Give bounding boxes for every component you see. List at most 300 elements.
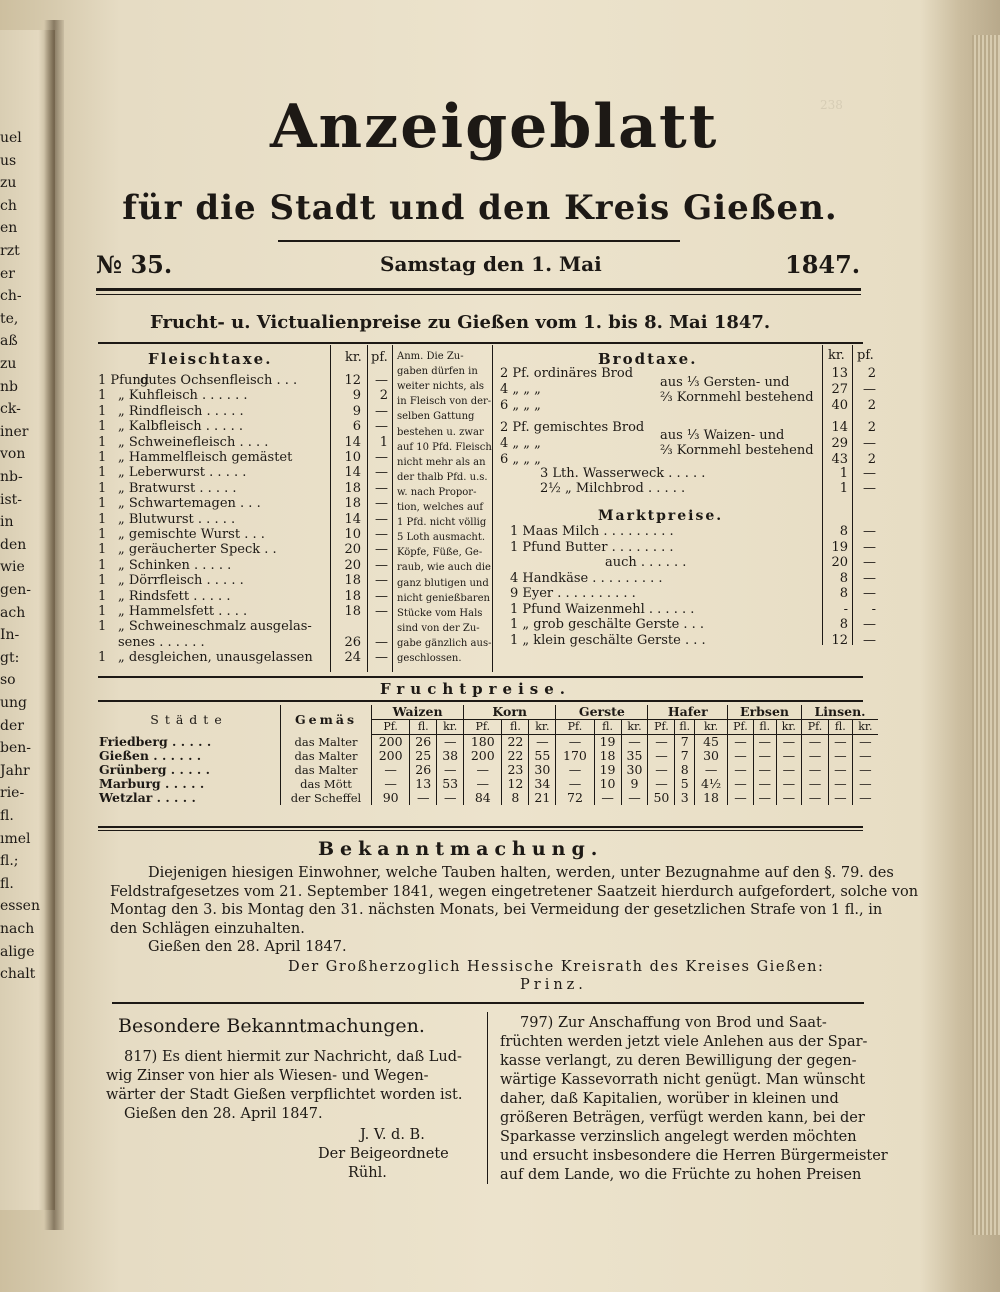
meat-kr: 14: [344, 434, 361, 450]
bread-row: 2 Pf. gemischtes Brod: [500, 420, 645, 435]
meat-kr: 18: [344, 604, 361, 619]
grain-value: —: [852, 735, 878, 750]
grain-measure: der Scheffel: [281, 791, 372, 805]
meat-col-pf: pf.: [371, 350, 388, 365]
left-fragment: den: [0, 536, 27, 553]
grain-unit: Pf.: [372, 720, 410, 735]
special-right-line: kasse verlangt, zu deren Bewilligung der gegen-: [500, 1053, 857, 1069]
bread-heading: Brodtaxe.: [598, 350, 698, 368]
meat-pf: —: [375, 480, 388, 496]
grain-value: —: [437, 791, 464, 805]
meat-qty: 1: [98, 419, 107, 435]
grain-value: 55: [529, 749, 556, 763]
notice-line: den Schlägen einzuhalten.: [110, 920, 305, 937]
grain-value: —: [437, 735, 464, 750]
left-fragment: fl.: [0, 875, 14, 892]
brace-1-line-2: ⅔ Kornmehl bestehend: [660, 390, 814, 405]
market-kr: -: [843, 601, 848, 617]
grain-value: —: [753, 749, 776, 763]
grain-row: [98, 791, 878, 805]
meat-name: „ desgleichen, unausgelassen: [118, 650, 313, 666]
bread-kr: 1: [839, 466, 848, 481]
special-left-signature: Rühl.: [348, 1165, 387, 1181]
left-fragment: ben-: [0, 740, 31, 757]
note-line: bestehen u. zwar: [397, 426, 484, 438]
left-fragment: gen-: [0, 582, 31, 598]
grain-value: 7: [675, 735, 695, 750]
header-rule: [96, 288, 861, 291]
grain-measure: das Malter: [281, 749, 372, 763]
grain-value: —: [621, 791, 648, 805]
grain-value: 26: [410, 763, 437, 777]
meat-kr: 10: [344, 527, 361, 542]
meat-name: „ Schwartemagen . . .: [118, 496, 261, 512]
grain-crop-header: Erbsen: [728, 705, 802, 720]
note-line: selben Gattung: [397, 411, 475, 423]
market-pf: —: [863, 632, 876, 648]
meat-name: „ Schinken . . . . .: [118, 557, 232, 573]
grain-value: 10: [594, 777, 621, 791]
bread-brace-1: [660, 375, 814, 405]
meat-kr: 18: [344, 588, 361, 604]
left-fragment: en: [0, 220, 18, 237]
market-pf: —: [863, 539, 876, 555]
meat-name: „ Hammelfleisch gemästet: [118, 450, 293, 465]
bread-pf: —: [863, 436, 876, 451]
meat-name: „ Hammelsfett . . . .: [118, 604, 248, 619]
note-line: tion, welches auf: [397, 502, 484, 513]
bread-divider: [492, 345, 493, 672]
grain-value: 30: [529, 763, 556, 777]
title-rule: [278, 240, 680, 242]
grain-unit: fl.: [410, 720, 437, 735]
grain-unit: fl.: [594, 720, 621, 735]
grain-row: [98, 749, 878, 763]
bread-pf: 2: [867, 366, 876, 381]
grain-measure: das Malter: [281, 735, 372, 750]
grain-measure: das Malter: [281, 763, 372, 777]
grain-bottom-rule-2: [98, 830, 863, 831]
grain-value: —: [828, 763, 852, 777]
meat-pf: —: [375, 373, 388, 388]
grain-value: 18: [594, 749, 621, 763]
left-fragment: ach: [0, 604, 26, 621]
brace-1-line-1: aus ⅓ Gersten- und: [660, 375, 790, 390]
special-left-line: wig Zinser von hier als Wiesen- und Wegen-: [106, 1068, 429, 1084]
market-row: 1 „ grob geschälte Gerste . . .: [510, 617, 705, 632]
meat-kr: 10: [344, 450, 361, 465]
grain-town: Wetzlar . . . . .: [99, 790, 196, 805]
grain-value: 25: [410, 749, 437, 763]
meat-pf: —: [375, 573, 388, 589]
grain-value: —: [464, 763, 502, 777]
grain-row: [98, 777, 878, 791]
bread-row: 2 Pf. ordinäres Brod: [500, 366, 634, 381]
market-row: 1 „ klein geschälte Gerste . . .: [510, 632, 706, 648]
notice-line: Montag den 3. bis Montag den 31. nächsten Monats, bei Vermeidung der gesetzlichen Strafe von 1 fl., in: [110, 902, 883, 918]
header-rule-thin: [96, 294, 861, 295]
meat-name: gutes Ochsenfleisch . . .: [140, 373, 298, 388]
meat-pf: —: [375, 465, 388, 481]
meat-kr: 20: [344, 557, 361, 573]
meat-pf: —: [375, 604, 388, 619]
bread-pf: 2: [867, 452, 876, 467]
grain-value: —: [753, 763, 776, 777]
bread-row: 2½ „ Milchbrod . . . . .: [540, 481, 686, 496]
market-kr: 8: [839, 617, 848, 632]
grain-value: —: [776, 791, 801, 805]
meat-pf: —: [375, 557, 388, 573]
grain-header-row: [98, 705, 878, 720]
grain-unit: kr.: [529, 720, 556, 735]
market-pf: —: [863, 570, 876, 586]
grain-value: 12: [502, 777, 529, 791]
grain-value: —: [852, 791, 878, 805]
special-left-signature: J. V. d. B.: [360, 1127, 425, 1143]
left-fragment: in: [0, 514, 14, 531]
grain-value: —: [728, 791, 754, 805]
meat-name: „ Leberwurst . . . . .: [118, 465, 247, 481]
column-divider: [487, 1012, 488, 1184]
market-row: 1 Pfund Butter . . . . . . . .: [510, 539, 674, 555]
meat-pf: —: [375, 450, 388, 465]
bread-kr: 14: [831, 420, 848, 435]
grain-col-measure: Gemäs: [281, 705, 372, 735]
notice-bottom-rule: [112, 1002, 864, 1004]
left-fragment: chalt: [0, 966, 36, 983]
meat-name: senes . . . . . .: [118, 634, 205, 650]
grain-unit: kr.: [776, 720, 801, 735]
grain-value: 22: [502, 749, 529, 763]
bread-kr: 13: [831, 366, 848, 381]
meat-qty: 1: [98, 465, 107, 481]
grain-value: —: [852, 777, 878, 791]
grain-value: —: [410, 791, 437, 805]
meat-qty: 1: [98, 434, 107, 450]
bread-kr: 40: [831, 398, 848, 413]
note-line: 1 Pfd. nicht völlig: [397, 517, 487, 529]
grain-value: 90: [372, 791, 410, 805]
grain-town: Friedberg . . . . .: [99, 733, 212, 749]
meat-pf: —: [375, 496, 388, 512]
special-right-line: 797) Zur Anschaffung von Brod und Saat-: [520, 1015, 827, 1031]
grain-value: —: [852, 749, 878, 763]
grain-value: 30: [621, 763, 648, 777]
grain-unit: Pf.: [556, 720, 594, 735]
note-line: Anm. Die Zu-: [397, 351, 464, 362]
left-fragment: uel: [0, 130, 22, 146]
bread-row: 4 „ „ „: [500, 382, 541, 397]
left-fragment: nb: [0, 378, 18, 395]
left-fragment: ch: [0, 197, 17, 214]
notice-line: Feldstrafgesetzes vom 21. September 1841, wegen eingetretener Saatzeit hierdurch aufgefordert, solche von: [110, 883, 919, 900]
grain-value: —: [464, 777, 502, 791]
grain-heading: Fruchtpreise.: [380, 680, 572, 698]
meat-pf: —: [375, 419, 388, 435]
grain-crop-header: Hafer: [648, 705, 728, 720]
meat-pf: —: [375, 588, 388, 604]
bread-col-kr: kr.: [828, 348, 845, 363]
special-left-line: wärter der Stadt Gießen verpflichtet worden ist.: [106, 1087, 463, 1103]
left-fragment: fl.;: [0, 853, 19, 870]
grain-value: 72: [556, 791, 594, 805]
book-gutter: [44, 20, 64, 1230]
special-right-line: Sparkasse verzinslich angelegt werden möchten: [500, 1129, 857, 1145]
grain-town: Marburg . . . . .: [99, 776, 205, 791]
special-right-line: und ersucht insbesondere die Herren Bürgermeister: [500, 1148, 888, 1164]
note-line: 5 Loth ausmacht.: [397, 532, 486, 544]
grain-value: —: [695, 763, 728, 777]
left-fragment: nach: [0, 921, 35, 937]
grain-value: 9: [621, 777, 648, 791]
grain-value: —: [621, 735, 648, 750]
left-fragment: us: [0, 152, 17, 169]
meat-name: „ Rindsfett . . . . .: [118, 588, 231, 604]
meat-qty: 1: [98, 450, 107, 465]
left-fragment: wie: [0, 559, 25, 576]
grain-value: 7: [675, 749, 695, 763]
meat-pf: —: [375, 542, 388, 558]
meat-qty: 1: [98, 557, 107, 573]
grain-value: —: [728, 735, 754, 750]
grain-value: —: [648, 735, 675, 750]
grain-value: —: [372, 763, 410, 777]
grain-top-rule: [98, 676, 863, 678]
market-row: 1 Maas Milch . . . . . . . . .: [510, 524, 674, 539]
grain-value: —: [372, 777, 410, 791]
meat-qty: 1 Pfund: [98, 373, 150, 388]
meat-qty: 1: [98, 542, 107, 558]
grain-measure: das Mött: [281, 777, 372, 791]
meat-qty: 1: [98, 619, 107, 635]
meat-name: „ Schweineschmalz ausgelas-: [118, 619, 312, 635]
market-kr: 8: [839, 570, 848, 586]
grain-town: Grünberg . . . . .: [99, 762, 210, 777]
page-edges: [972, 35, 1000, 1235]
grain-value: 53: [437, 777, 464, 791]
grain-value: 35: [621, 749, 648, 763]
notice-heading: Bekanntmachung.: [318, 838, 604, 860]
bread-row: 4 „ „ „: [500, 436, 541, 451]
note-line: Stücke vom Hals: [397, 607, 483, 619]
grain-value: 19: [594, 735, 621, 750]
bread-pf: —: [863, 466, 876, 481]
notice-line: Diejenigen hiesigen Einwohner, welche Tauben halten, werden, unter Bezugnahme auf den §. 79. des: [148, 865, 894, 881]
left-fragment: fl.: [0, 808, 14, 824]
meat-qty: 1: [98, 388, 107, 404]
grain-unit: fl.: [753, 720, 776, 735]
meat-kr: 24: [344, 650, 361, 666]
left-fragment: ist-: [0, 491, 23, 508]
special-heading: Besondere Bekanntmachungen.: [118, 1015, 425, 1037]
grain-unit: kr.: [695, 720, 728, 735]
grain-value: —: [556, 763, 594, 777]
grain-value: —: [753, 735, 776, 750]
market-kr: 8: [839, 586, 848, 601]
grain-value: 50: [648, 791, 675, 805]
market-kr: 20: [831, 555, 848, 570]
bread-pf: 2: [867, 398, 876, 413]
issue-number: № 35.: [96, 250, 173, 279]
issue-year: 1847.: [785, 250, 861, 279]
note-line: weiter nichts, als: [397, 381, 485, 393]
bread-pf: —: [863, 481, 876, 496]
meat-name: „ gemischte Wurst . . .: [118, 527, 265, 542]
note-divider: [392, 345, 393, 672]
meat-qty: 1: [98, 403, 107, 419]
grain-value: —: [556, 735, 594, 750]
grain-value: 200: [372, 735, 410, 750]
note-line: der thalb Pfd. u.s.: [397, 471, 488, 483]
note-line: w. nach Propor-: [397, 486, 477, 498]
bread-kr: 29: [831, 436, 848, 451]
meat-kr: 20: [344, 542, 361, 558]
meat-divider: [330, 345, 331, 672]
left-fragment: alige: [0, 943, 35, 960]
grain-unit: kr.: [437, 720, 464, 735]
left-fragment: essen: [0, 898, 40, 915]
meat-kr: 26: [344, 634, 361, 650]
grain-value: —: [437, 763, 464, 777]
meat-name: „ Schweinefleisch . . . .: [118, 434, 269, 450]
left-fragment: rzt: [0, 243, 20, 259]
grain-unit: fl.: [502, 720, 529, 735]
meat-name: „ Bratwurst . . . . .: [118, 480, 237, 496]
meat-pf: —: [375, 511, 388, 527]
grain-unit: kr.: [852, 720, 878, 735]
grain-value: 4½: [695, 777, 728, 791]
grain-unit: kr.: [621, 720, 648, 735]
left-fragment: der: [0, 717, 24, 734]
grain-unit: fl.: [828, 720, 852, 735]
grain-value: 3: [675, 791, 695, 805]
bread-kr: 1: [839, 481, 848, 496]
left-fragment: rie-: [0, 785, 25, 802]
grain-value: —: [648, 763, 675, 777]
grain-row: [98, 763, 878, 777]
market-row: auch . . . . . .: [605, 555, 687, 570]
grain-value: 26: [410, 735, 437, 750]
meat-qty: 1: [98, 650, 107, 666]
market-pf: -: [871, 601, 876, 617]
prices-top-rule: [98, 342, 863, 344]
grain-table: [98, 705, 878, 805]
grain-value: —: [828, 749, 852, 763]
grain-value: —: [776, 763, 801, 777]
meat-qty: 1: [98, 511, 107, 527]
grain-value: —: [802, 735, 829, 750]
grain-value: —: [728, 777, 754, 791]
meat-kr: 14: [344, 465, 361, 481]
grain-value: 34: [529, 777, 556, 791]
grain-unit: Pf.: [802, 720, 829, 735]
note-line: in Fleisch von der-: [397, 396, 492, 408]
meat-kr: 6: [352, 419, 361, 435]
special-right-line: größeren Beträgen, verfügt werden kann, bei der: [500, 1110, 865, 1126]
grain-value: —: [776, 735, 801, 750]
grain-value: —: [648, 777, 675, 791]
grain-value: 13: [410, 777, 437, 791]
bread-row: 6 „ „ „: [500, 398, 541, 413]
note-line: auf 10 Pfd. Fleisch: [397, 441, 492, 453]
grain-value: —: [802, 791, 829, 805]
grain-value: —: [753, 791, 776, 805]
meat-pf: —: [375, 527, 388, 542]
grain-value: —: [753, 777, 776, 791]
meat-kr: 9: [352, 403, 361, 419]
masthead-subtitle: für die Stadt und den Kreis Gießen.: [122, 188, 838, 228]
grain-value: 21: [529, 791, 556, 805]
grain-value: —: [852, 763, 878, 777]
meat-name: „ Kuhfleisch . . . . . .: [118, 388, 248, 404]
grain-value: 170: [556, 749, 594, 763]
left-fragment: so: [0, 672, 16, 689]
market-kr: 8: [839, 524, 848, 539]
grain-rule: [98, 700, 863, 702]
meat-pf: —: [375, 650, 388, 666]
grain-crop-header: Waizen: [372, 705, 464, 720]
grain-value: —: [828, 777, 852, 791]
market-row: 9 Eyer . . . . . . . . . .: [510, 586, 636, 601]
market-pf: —: [863, 555, 876, 570]
meat-kr: 12: [344, 373, 361, 388]
grain-unit: Pf.: [728, 720, 754, 735]
grain-bottom-rule: [98, 826, 863, 828]
meat-pf: —: [375, 403, 388, 419]
meat-kr: 14: [344, 511, 361, 527]
left-fragment: aß: [0, 333, 18, 350]
market-row: 1 Pfund Waizenmehl . . . . . .: [510, 601, 695, 617]
meat-pf: 2: [379, 388, 388, 404]
grain-value: —: [776, 749, 801, 763]
left-fragment: ung: [0, 695, 27, 711]
note-line: raub, wie auch die: [397, 562, 491, 574]
notice-authority: Der Großherzoglich Hessische Kreisrath des Kreises Gießen:: [288, 959, 825, 975]
market-heading: Marktpreise.: [598, 508, 724, 524]
left-fragment: nb-: [0, 469, 23, 485]
masthead-title: Anzeigeblatt: [270, 92, 719, 162]
left-fragment: gt:: [0, 649, 20, 666]
bread-row: 3 Lth. Wasserweck . . . . .: [540, 466, 706, 481]
grain-town: Gießen . . . . . .: [99, 748, 202, 763]
meat-name: „ Blutwurst . . . . .: [118, 511, 236, 527]
market-pf: —: [863, 524, 876, 539]
grain-value: 84: [464, 791, 502, 805]
grain-value: 23: [502, 763, 529, 777]
special-right-line: auf dem Lande, wo die Früchte zu hohen Preisen: [500, 1167, 862, 1183]
meat-qty: 1: [98, 496, 107, 512]
note-line: sind von der Zu-: [397, 622, 480, 634]
grain-value: 22: [502, 735, 529, 750]
meat-kr: 18: [344, 480, 361, 496]
issue-date: Samstag den 1. Mai: [380, 252, 602, 276]
grain-value: 200: [372, 749, 410, 763]
grain-value: —: [728, 749, 754, 763]
bleed-through-text: 238: [820, 98, 843, 112]
market-kr: 12: [831, 632, 848, 648]
meat-name: „ Rindfleisch . . . . .: [118, 403, 244, 419]
grain-value: —: [728, 763, 754, 777]
bread-kr: 43: [831, 452, 848, 467]
meat-qty: 1: [98, 588, 107, 604]
note-line: gaben dürfen in: [397, 366, 478, 378]
left-fragment: ımel: [0, 830, 31, 847]
bread-kr: 27: [831, 382, 848, 397]
grain-value: 45: [695, 735, 728, 750]
grain-value: —: [802, 749, 829, 763]
grain-value: —: [802, 763, 829, 777]
grain-value: 8: [675, 763, 695, 777]
